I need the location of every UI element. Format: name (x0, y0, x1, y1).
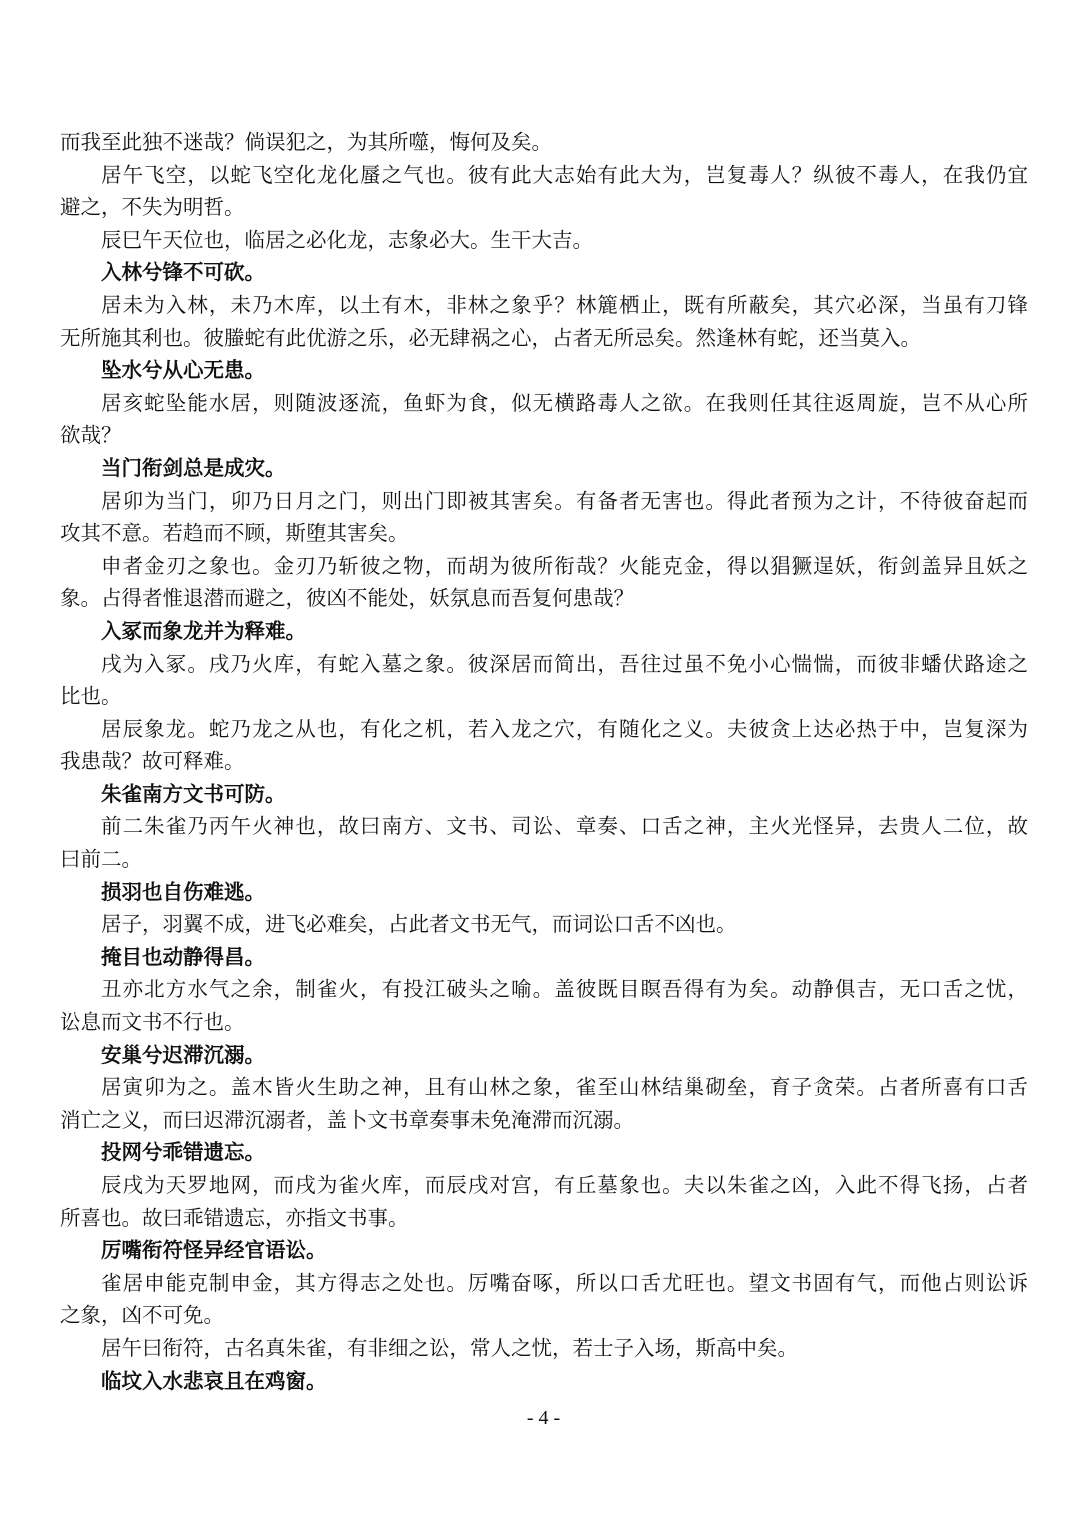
text-line: 讼息而文书不行也。 (60, 1010, 245, 1035)
section-heading: 朱雀南方文书可防。 (101, 781, 286, 806)
text-line: 丑亦北方水气之余，制雀火，有投江破头之喻。盖彼既目瞑吾得有为矣。动静俱吉，无口舌之忧， (101, 977, 1028, 1002)
text-line: 无所施其利也。彼螣蛇有此优游之乐，必无肆祸之心，占者无所忌矣。然逢林有蛇，还当莫入。 (60, 325, 921, 350)
text-line: 所喜也。故曰乖错遗忘，亦指文书事。 (60, 1205, 409, 1230)
section-heading: 掩目也动静得昌。 (101, 944, 265, 969)
text-line: 居辰象龙。蛇乃龙之从也，有化之机，若入龙之穴，有随化之义。夫彼贪上达必热于中，岂复深为 (101, 716, 1028, 741)
text-line: 而我至此独不迷哉？倘误犯之，为其所噬，悔何及矣。 (60, 130, 552, 154)
text-line: 之象，凶不可免。 (60, 1303, 224, 1328)
text-line: 申者金刃之象也。金刃乃斩彼之物，而胡为彼所衔哉？火能克金，得以猖獗逞妖，衔剑盖异且妖之 (101, 553, 1028, 578)
section-heading: 当门衔剑总是成灾。 (101, 455, 286, 480)
text-line: 居子，羽翼不成，进飞必难矣，占此者文书无气，而词讼口舌不凶也。 (101, 912, 737, 937)
text-line: 象。占得者惟退潜而避之，彼凶不能处，妖氛息而吾复何患哉？ (60, 586, 634, 611)
text-line: 居未为入林，未乃木库，以土有木，非林之象乎？林簏栖止，既有所蔽矣，其穴必深，当虽有刀锋 (101, 292, 1028, 317)
text-line: 居卯为当门，卯乃日月之门，则出门即被其害矣。有备者无害也。得此者预为之计，不待彼奋起而 (101, 488, 1028, 513)
section-heading: 坠水兮从心无患。 (101, 358, 265, 383)
text-line: 比也。 (60, 684, 122, 709)
page-number: - 4 - (526, 1407, 561, 1429)
text-line: 居午飞空，以蛇飞空化龙化蜃之气也。彼有此大志始有此大为，岂复毒人？纵彼不毒人，在我仍宜 (101, 162, 1028, 187)
text-line: 辰戌为天罗地网，而戌为雀火库，而辰戌对宫，有丘墓象也。夫以朱雀之凶，入此不得飞扬，占者 (101, 1173, 1028, 1197)
page-body (60, 126, 1028, 1397)
section-heading: 投网兮乖错遗忘。 (101, 1140, 265, 1165)
text-line: 居午曰衔符，古名真朱雀，有非细之讼，常人之忧，若士子入场，斯高中矣。 (101, 1335, 798, 1360)
text-line: 消亡之义，而曰迟滞沉溺者，盖卜文书章奏事未免淹滞而沉溺。 (60, 1107, 634, 1132)
section-heading: 损羽也自伤难逃。 (101, 879, 265, 904)
text-line: 前二朱雀乃丙午火神也，故曰南方、文书、司讼、章奏、口舌之神，主火光怪异，去贵人二位，故 (101, 814, 1028, 839)
text-line: 避之，不失为明哲。 (60, 195, 245, 220)
text-line: 辰巳午天位也，临居之必化龙，志象必大。生干大吉。 (101, 227, 593, 252)
text-line: 我患哉？故可释难。 (60, 749, 245, 774)
section-heading: 安巢兮迟滞沉溺。 (101, 1042, 265, 1067)
text-line: 雀居申能克制申金，其方得志之处也。厉嘴奋啄，所以口舌尤旺也。望文书固有气，而他占则讼诉 (101, 1270, 1028, 1295)
section-heading: 厉嘴衔符怪异经官语讼。 (101, 1238, 327, 1263)
text-line: 攻其不意。若趋而不顾，斯堕其害矣。 (60, 521, 409, 546)
text-line: 居亥蛇坠能水居，则随波逐流，鱼虾为食，似无横路毒人之欲。在我则任其往返周旋，岂不从心所 (101, 390, 1028, 415)
section-heading: 临坟入水悲哀且在鸡窗。 (101, 1368, 327, 1393)
text-line: 居寅卯为之。盖木皆火生助之神，且有山林之象，雀至山林结巢砌垒，育子贪荣。占者所喜有口舌 (101, 1075, 1028, 1100)
text-line: 曰前二。 (60, 847, 142, 872)
text-line: 欲哉？ (60, 423, 122, 448)
section-heading: 入冢而象龙并为释难。 (101, 618, 306, 643)
text-line: 戌为入冢。戌乃火库，有蛇入墓之象。彼深居而简出，吾往过虽不免小心惴惴，而彼非蟠伏路途之 (101, 651, 1028, 676)
section-heading: 入林兮锋不可砍。 (101, 260, 265, 285)
